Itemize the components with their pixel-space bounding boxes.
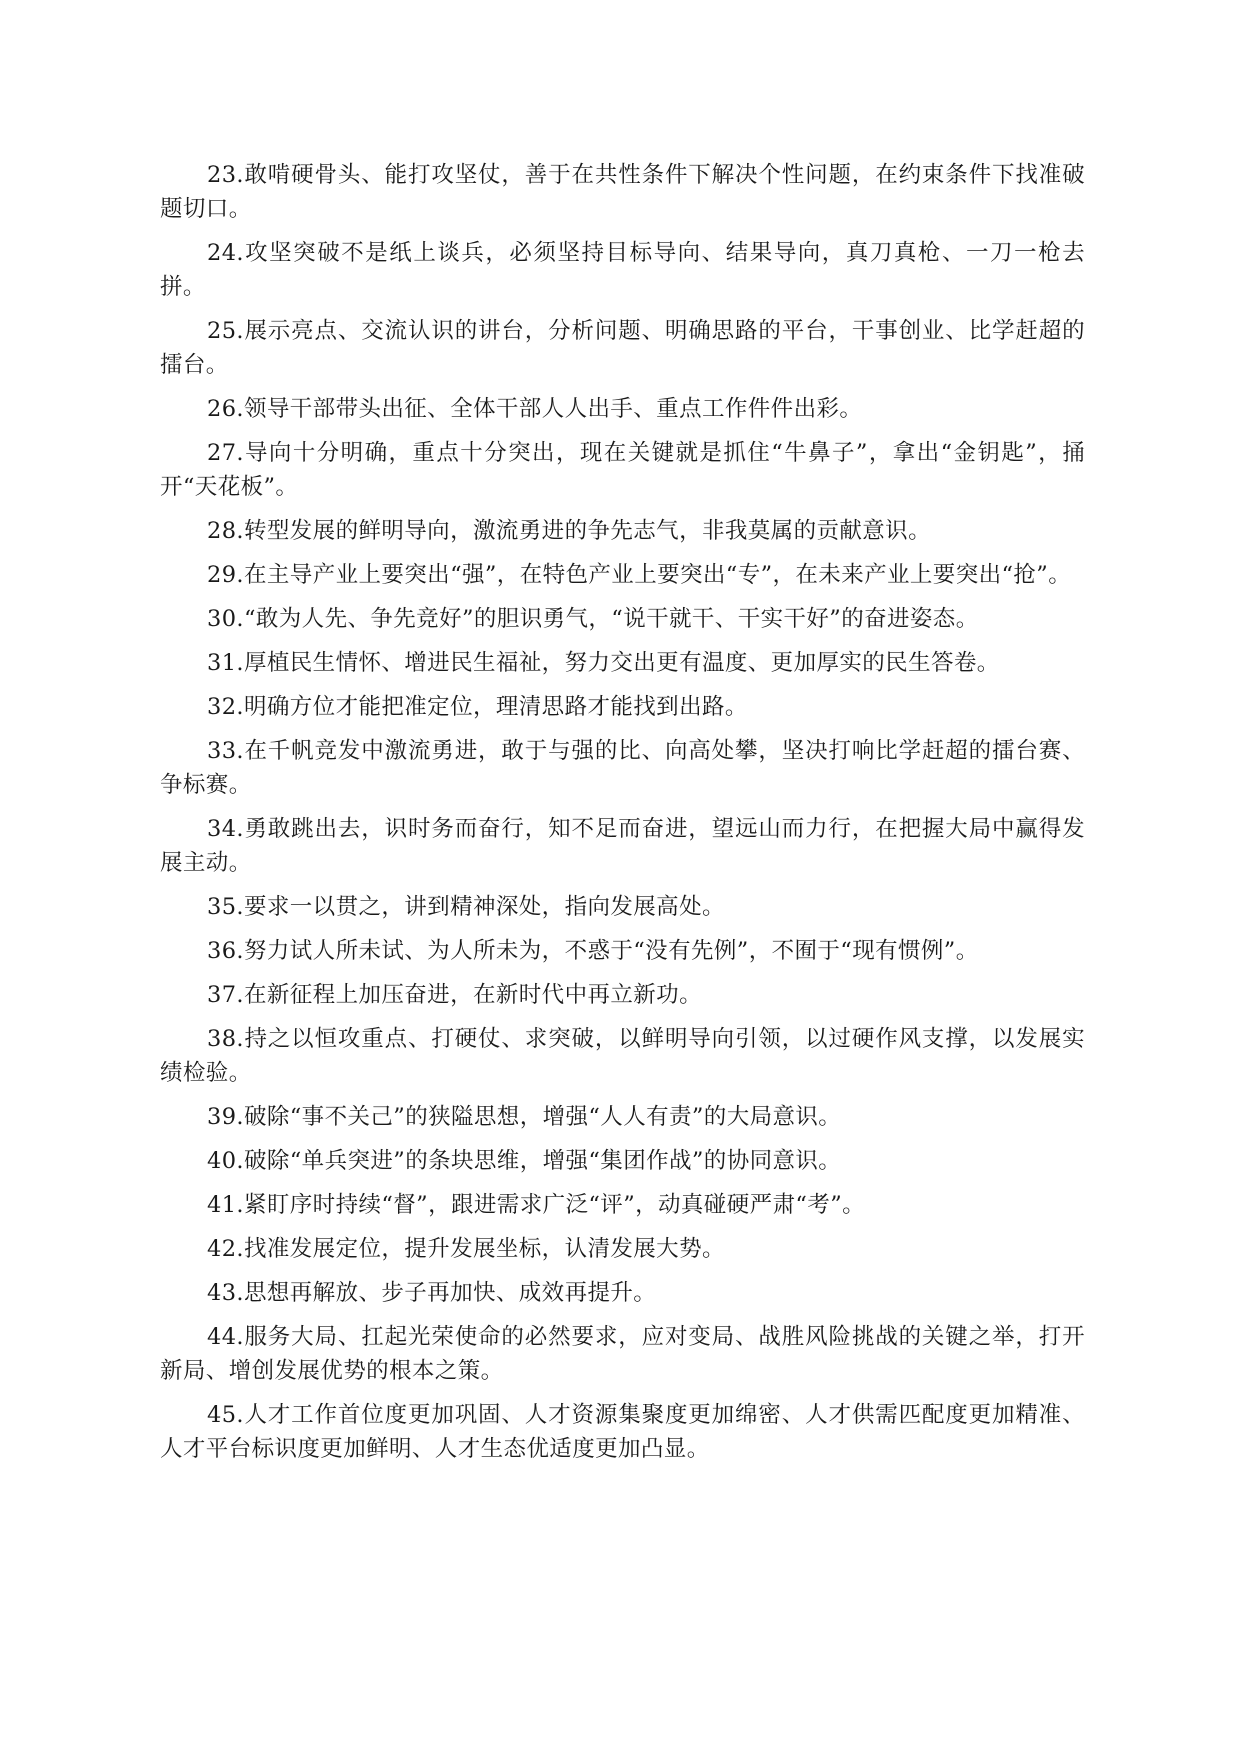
paragraph-32: 32.明确方位才能把准定位，理清思路才能找到出路。 [207,694,748,720]
paragraph-24: 24.攻坚突破不是纸上谈兵，必须坚持目标导向、结果导向，真刀真枪、一刀一枪去拼。 [160,240,1085,300]
paragraph-37: 37.在新征程上加压奋进，在新时代中再立新功。 [207,982,702,1008]
paragraph-40: 40.破除“单兵突进”的条块思维，增强“集团作战”的协同意识。 [207,1148,842,1174]
paragraph-29: 29.在主导产业上要突出“强”，在特色产业上要突出“专”，在未来产业上要突出“抢”。 [207,562,1072,588]
paragraph-28: 28.转型发展的鲜明导向，激流勇进的争先志气，非我莫属的贡献意识。 [207,518,931,544]
paragraph-34: 34.勇敢跳出去，识时务而奋行，知不足而奋进，望远山而力行，在把握大局中赢得发展主动。 [160,816,1085,876]
paragraph-44: 44.服务大局、扛起光荣使命的必然要求，应对变局、战胜风险挑战的关键之举，打开新局、增创发展优势的根本之策。 [160,1324,1085,1384]
paragraph-25: 25.展示亮点、交流认识的讲台，分析问题、明确思路的平台，干事创业、比学赶超的擂台。 [160,318,1085,378]
paragraph-23: 23.敢啃硬骨头、能打攻坚仗，善于在共性条件下解决个性问题，在约束条件下找准破题切口。 [160,162,1085,222]
paragraph-30: 30.“敢为人先、争先竞好”的胆识勇气，“说干就干、干实干好”的奋进姿态。 [207,606,979,632]
paragraph-27: 27.导向十分明确，重点十分突出，现在关键就是抓住“牛鼻子”，拿出“金钥匙”，捅开“天花板”。 [160,440,1085,500]
paragraph-36: 36.努力试人所未试、为人所未为，不惑于“没有先例”，不囿于“现有惯例”。 [207,938,979,964]
paragraph-38: 38.持之以恒攻重点、打硬仗、求突破，以鲜明导向引领，以过硬作风支撑，以发展实绩检验。 [160,1026,1085,1086]
paragraph-41: 41.紧盯序时持续“督”，跟进需求广泛“评”，动真碰硬严肃“考”。 [207,1192,865,1218]
paragraph-43: 43.思想再解放、步子再加快、成效再提升。 [207,1280,657,1306]
paragraph-35: 35.要求一以贯之，讲到精神深处，指向发展高处。 [207,894,725,920]
document-body [160,158,1085,1476]
paragraph-39: 39.破除“事不关己”的狭隘思想，增强“人人有责”的大局意识。 [207,1104,842,1130]
paragraph-31: 31.厚植民生情怀、增进民生福祉，努力交出更有温度、更加厚实的民生答卷。 [207,650,1000,676]
paragraph-33: 33.在千帆竞发中激流勇进，敢于与强的比、向高处攀，坚决打响比学赶超的擂台赛、争标赛。 [160,738,1085,798]
paragraph-26: 26.领导干部带头出征、全体干部人人出手、重点工作件件出彩。 [207,396,863,422]
paragraph-45: 45.人才工作首位度更加巩固、人才资源集聚度更加绵密、人才供需匹配度更加精准、人才平台标识度更加鲜明、人才生态优适度更加凸显。 [160,1402,1085,1462]
paragraph-42: 42.找准发展定位，提升发展坐标，认清发展大势。 [207,1236,725,1262]
